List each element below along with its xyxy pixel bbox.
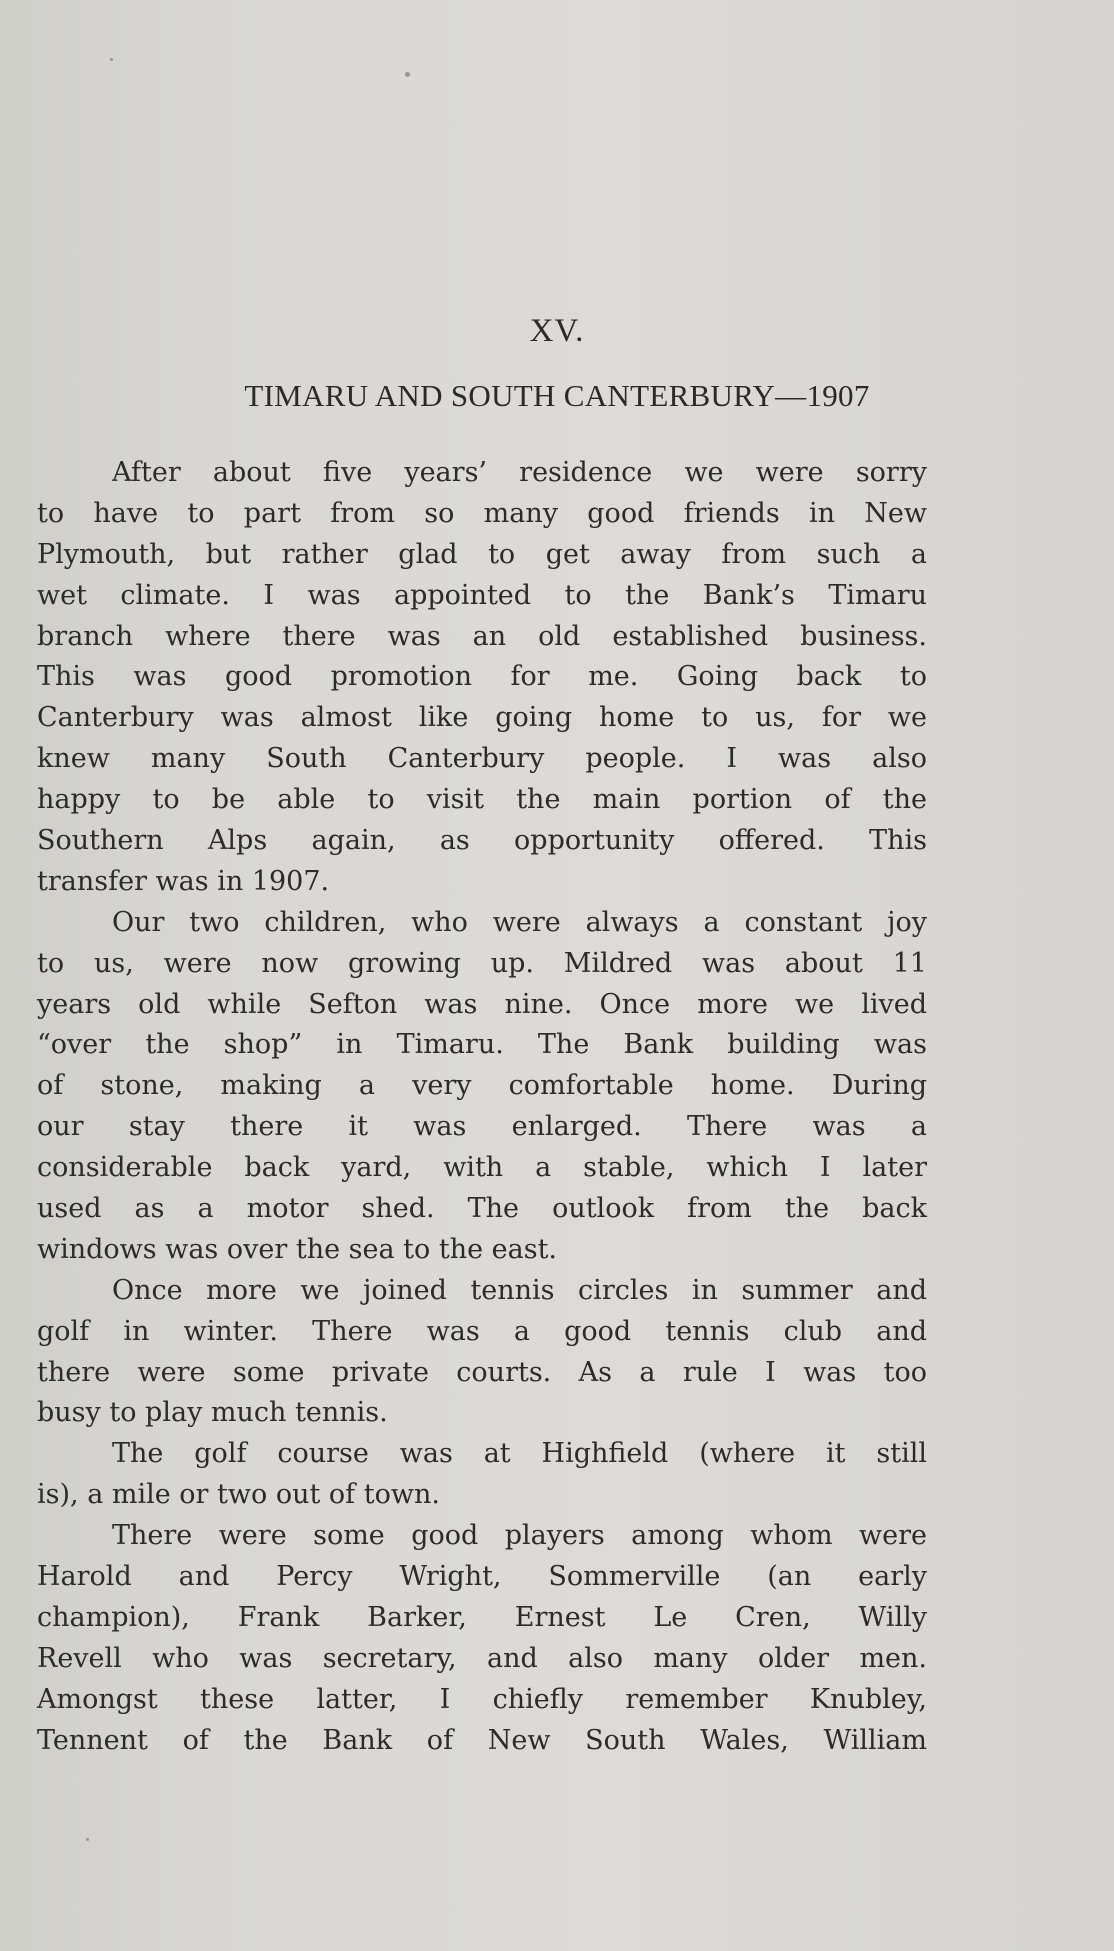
- text-line: Canterbury was almost like going home to us, for we: [37, 702, 927, 734]
- chapter-body: [37, 453, 927, 1762]
- text-line: busy to play much tennis.: [37, 1397, 388, 1429]
- text-line: Amongst these latter, I chiefly remember Knubley,: [37, 1683, 927, 1715]
- text-line: The golf course was at Highfield (where it still: [112, 1438, 927, 1470]
- text-line: happy to be able to visit the main portion of the: [37, 784, 927, 816]
- text-line: Our two children, who were always a constant joy: [112, 906, 927, 938]
- text-line: Once more we joined tennis circles in summer and: [112, 1274, 927, 1306]
- paper-speck: [405, 72, 410, 77]
- text-line: transfer was in 1907.: [37, 865, 330, 897]
- text-line: Southern Alps again, as opportunity offered. This: [37, 825, 927, 857]
- text-line: to have to part from so many good friends in New: [37, 497, 927, 529]
- text-line: of stone, making a very comfortable home. During: [37, 1070, 927, 1102]
- text-line: wet climate. I was appointed to the Bank’s Timaru: [37, 579, 927, 611]
- text-line: Harold and Percy Wright, Sommerville (an early: [37, 1561, 927, 1593]
- text-line: There were some good players among whom were: [112, 1520, 927, 1552]
- text-line: windows was over the sea to the east.: [37, 1233, 558, 1265]
- text-line: branch where there was an old established business.: [37, 620, 927, 652]
- text-line: After about five years’ residence we were sorry: [112, 457, 927, 488]
- text-line: considerable back yard, with a stable, which I later: [37, 1152, 927, 1184]
- text-line: to us, were now growing up. Mildred was about 11: [37, 947, 927, 979]
- text-line: knew many South Canterbury people. I was also: [37, 743, 927, 775]
- text-line: there were some private courts. As a rule I was too: [37, 1356, 927, 1388]
- text-line: golf in winter. There was a good tennis club and: [37, 1315, 927, 1347]
- text-line: “over the shop” in Timaru. The Bank building was: [37, 1029, 927, 1061]
- text-line: is), a mile or two out of town.: [37, 1479, 440, 1511]
- text-line: Revell who was secretary, and also many older men.: [37, 1642, 927, 1674]
- paper-speck: [86, 1838, 89, 1841]
- paper-speck: [110, 58, 113, 61]
- text-line: Tennent of the Bank of New South Wales, William: [37, 1724, 927, 1756]
- chapter-number: XV.: [529, 313, 585, 349]
- text-line: used as a motor shed. The outlook from the back: [37, 1193, 927, 1225]
- chapter-title: TIMARU AND SOUTH CANTERBURY—1907: [244, 378, 870, 413]
- text-line: years old while Sefton was nine. Once more we lived: [37, 988, 927, 1020]
- text-line: champion), Frank Barker, Ernest Le Cren, Willy: [37, 1601, 927, 1633]
- text-line: This was good promotion for me. Going back to: [37, 661, 927, 693]
- text-line: Plymouth, but rather glad to get away from such a: [37, 538, 927, 570]
- text-line: our stay there it was enlarged. There was a: [37, 1111, 927, 1143]
